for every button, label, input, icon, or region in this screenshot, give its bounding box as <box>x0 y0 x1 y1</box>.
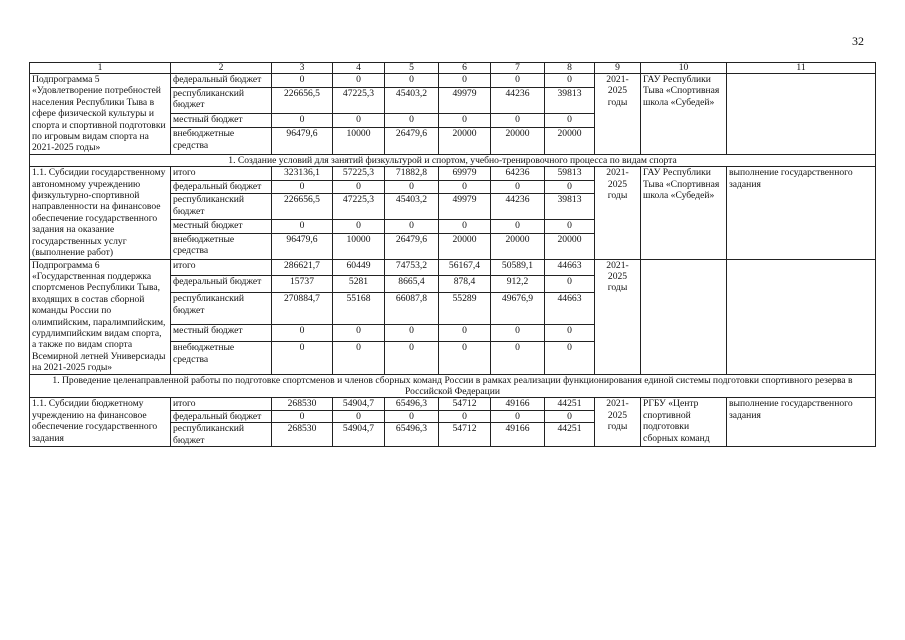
value-cell: 49979 <box>439 87 491 114</box>
value-cell: 65496,3 <box>385 423 439 447</box>
value-cell: 0 <box>491 74 545 88</box>
value-cell: 0 <box>439 325 491 342</box>
funding-source-cell: внебюджетные средства <box>171 233 272 259</box>
header-row <box>30 63 876 74</box>
section-row <box>30 374 876 398</box>
value-cell: 0 <box>385 180 439 193</box>
budget-table <box>29 62 876 447</box>
value-cell: 0 <box>545 114 595 128</box>
value-cell: 44236 <box>491 194 545 220</box>
executor-cell: РГБУ «Центр спортивной подготовки сборных команд <box>641 398 727 447</box>
value-cell: 0 <box>385 342 439 374</box>
value-cell: 0 <box>439 410 491 422</box>
value-cell: 5281 <box>333 276 385 293</box>
value-cell: 20000 <box>545 128 595 155</box>
value-cell: 20000 <box>439 233 491 259</box>
result-cell: выполнение государственного задания <box>727 398 876 447</box>
value-cell: 0 <box>385 325 439 342</box>
value-cell: 0 <box>491 114 545 128</box>
value-cell: 0 <box>545 410 595 422</box>
value-cell: 39813 <box>545 87 595 114</box>
funding-source-cell: республиканский бюджет <box>171 293 272 325</box>
value-cell: 45403,2 <box>385 194 439 220</box>
value-cell: 15737 <box>272 276 333 293</box>
value-cell: 0 <box>333 410 385 422</box>
value-cell: 0 <box>272 180 333 193</box>
result-cell <box>727 74 876 155</box>
funding-source-cell: федеральный бюджет <box>171 276 272 293</box>
value-cell: 0 <box>272 114 333 128</box>
header-cell: 3 <box>272 63 333 74</box>
value-cell: 270884,7 <box>272 293 333 325</box>
value-cell: 20000 <box>491 128 545 155</box>
program-name-cell: 1.1. Субсидии бюджетному учреждению на финансовое обеспечение государственного задания <box>30 398 171 447</box>
value-cell: 286621,7 <box>272 259 333 276</box>
program-name-cell: Подпрограмма 6 «Государственная поддержка спортсменов Республики Тыва, входящих в состав сборной команды России по олимпийским, паралимпийским, сурдлимпийским видам спорта, а также по видам спорта Всемирной летней Универсиады на 2021-2025 годы» <box>30 259 171 374</box>
value-cell: 60449 <box>333 259 385 276</box>
value-cell: 0 <box>439 220 491 233</box>
value-cell: 8665,4 <box>385 276 439 293</box>
value-cell: 59813 <box>545 167 595 180</box>
value-cell: 0 <box>491 410 545 422</box>
value-cell: 20000 <box>491 233 545 259</box>
value-cell: 0 <box>385 410 439 422</box>
value-cell: 49676,9 <box>491 293 545 325</box>
value-cell: 56167,4 <box>439 259 491 276</box>
value-cell: 0 <box>272 220 333 233</box>
value-cell: 57225,3 <box>333 167 385 180</box>
value-cell: 26479,6 <box>385 128 439 155</box>
header-cell: 8 <box>545 63 595 74</box>
value-cell: 54904,7 <box>333 423 385 447</box>
funding-source-cell: республиканский бюджет <box>171 423 272 447</box>
value-cell: 44663 <box>545 259 595 276</box>
value-cell: 0 <box>333 74 385 88</box>
funding-source-cell: федеральный бюджет <box>171 74 272 88</box>
value-cell: 26479,6 <box>385 233 439 259</box>
funding-source-cell: федеральный бюджет <box>171 410 272 422</box>
value-cell: 0 <box>491 220 545 233</box>
period-cell: 2021-2025 годы <box>595 74 641 155</box>
value-cell: 912,2 <box>491 276 545 293</box>
value-cell: 268530 <box>272 423 333 447</box>
value-cell: 44663 <box>545 293 595 325</box>
value-cell: 0 <box>545 74 595 88</box>
table-row <box>30 167 876 180</box>
funding-source-cell: итого <box>171 259 272 276</box>
value-cell: 0 <box>272 410 333 422</box>
value-cell: 66087,8 <box>385 293 439 325</box>
result-cell: выполнение государственного задания <box>727 167 876 259</box>
value-cell: 54712 <box>439 423 491 447</box>
result-cell <box>727 259 876 374</box>
value-cell: 0 <box>439 180 491 193</box>
value-cell: 44251 <box>545 398 595 410</box>
period-cell: 2021-2025 годы <box>595 167 641 259</box>
value-cell: 0 <box>385 220 439 233</box>
value-cell: 50589,1 <box>491 259 545 276</box>
value-cell: 0 <box>439 342 491 374</box>
value-cell: 0 <box>491 325 545 342</box>
value-cell: 54904,7 <box>333 398 385 410</box>
value-cell: 878,4 <box>439 276 491 293</box>
executor-cell: ГАУ Республики Тыва «Спортивная школа «Субедей» <box>641 74 727 155</box>
header-cell: 6 <box>439 63 491 74</box>
table-row <box>30 259 876 276</box>
value-cell: 65496,3 <box>385 398 439 410</box>
page-number: 32 <box>852 34 864 48</box>
table-body <box>30 63 876 447</box>
value-cell: 96479,6 <box>272 128 333 155</box>
header-cell: 11 <box>727 63 876 74</box>
funding-source-cell: республиканский бюджет <box>171 87 272 114</box>
value-cell: 0 <box>333 220 385 233</box>
table-row <box>30 398 876 410</box>
value-cell: 55168 <box>333 293 385 325</box>
section-heading: 1. Создание условий для занятий физкультурой и спортом, учебно-тренировочного процесса по видам спорта <box>30 154 876 166</box>
value-cell: 0 <box>333 342 385 374</box>
value-cell: 69979 <box>439 167 491 180</box>
value-cell: 0 <box>272 325 333 342</box>
value-cell: 0 <box>385 114 439 128</box>
header-cell: 10 <box>641 63 727 74</box>
value-cell: 0 <box>333 114 385 128</box>
value-cell: 49979 <box>439 194 491 220</box>
header-cell: 1 <box>30 63 171 74</box>
program-name-cell: Подпрограмма 5 «Удовлетворение потребностей населения Республики Тыва в сфере физической культуры и спорта и спортивной подготовки по игровым видам спорта на 2021-2025 годы» <box>30 74 171 155</box>
funding-source-cell: внебюджетные средства <box>171 128 272 155</box>
value-cell: 49166 <box>491 423 545 447</box>
value-cell: 20000 <box>545 233 595 259</box>
period-cell: 2021-2025 годы <box>595 398 641 447</box>
value-cell: 0 <box>439 114 491 128</box>
value-cell: 0 <box>491 180 545 193</box>
value-cell: 55289 <box>439 293 491 325</box>
value-cell: 49166 <box>491 398 545 410</box>
section-heading: 1. Проведение целенаправленной работы по подготовке спортсменов и членов сборных команд России в рамках реализации функционирования единой системы подготовки спортивного резерва в Российской Федерации <box>30 374 876 398</box>
header-cell: 7 <box>491 63 545 74</box>
value-cell: 0 <box>545 180 595 193</box>
header-cell: 2 <box>171 63 272 74</box>
value-cell: 71882,8 <box>385 167 439 180</box>
value-cell: 0 <box>333 180 385 193</box>
value-cell: 0 <box>545 342 595 374</box>
value-cell: 64236 <box>491 167 545 180</box>
value-cell: 74753,2 <box>385 259 439 276</box>
value-cell: 45403,2 <box>385 87 439 114</box>
program-name-cell: 1.1. Субсидии государственному автономному учреждению физкультурно-спортивной направленности на финансовое обеспечение государственного задания на оказание государственных услуг (выполнение работ) <box>30 167 171 259</box>
value-cell: 323136,1 <box>272 167 333 180</box>
value-cell: 0 <box>272 74 333 88</box>
value-cell: 39813 <box>545 194 595 220</box>
value-cell: 96479,6 <box>272 233 333 259</box>
value-cell: 0 <box>333 325 385 342</box>
value-cell: 226656,5 <box>272 194 333 220</box>
section-row <box>30 154 876 166</box>
funding-source-cell: итого <box>171 398 272 410</box>
value-cell: 0 <box>272 342 333 374</box>
funding-source-cell: республиканский бюджет <box>171 194 272 220</box>
value-cell: 10000 <box>333 233 385 259</box>
funding-source-cell: местный бюджет <box>171 325 272 342</box>
value-cell: 0 <box>491 342 545 374</box>
funding-source-cell: федеральный бюджет <box>171 180 272 193</box>
funding-source-cell: местный бюджет <box>171 114 272 128</box>
header-cell: 4 <box>333 63 385 74</box>
header-cell: 5 <box>385 63 439 74</box>
value-cell: 54712 <box>439 398 491 410</box>
value-cell: 10000 <box>333 128 385 155</box>
executor-cell: ГАУ Республики Тыва «Спортивная школа «Субедей» <box>641 167 727 259</box>
value-cell: 44251 <box>545 423 595 447</box>
value-cell: 0 <box>439 74 491 88</box>
executor-cell <box>641 259 727 374</box>
value-cell: 20000 <box>439 128 491 155</box>
value-cell: 47225,3 <box>333 194 385 220</box>
value-cell: 268530 <box>272 398 333 410</box>
value-cell: 0 <box>385 74 439 88</box>
value-cell: 0 <box>545 276 595 293</box>
funding-source-cell: местный бюджет <box>171 220 272 233</box>
table-row <box>30 74 876 88</box>
funding-source-cell: внебюджетные средства <box>171 342 272 374</box>
header-cell: 9 <box>595 63 641 74</box>
value-cell: 0 <box>545 220 595 233</box>
value-cell: 226656,5 <box>272 87 333 114</box>
funding-source-cell: итого <box>171 167 272 180</box>
value-cell: 44236 <box>491 87 545 114</box>
value-cell: 0 <box>545 325 595 342</box>
value-cell: 47225,3 <box>333 87 385 114</box>
period-cell: 2021-2025 годы <box>595 259 641 374</box>
